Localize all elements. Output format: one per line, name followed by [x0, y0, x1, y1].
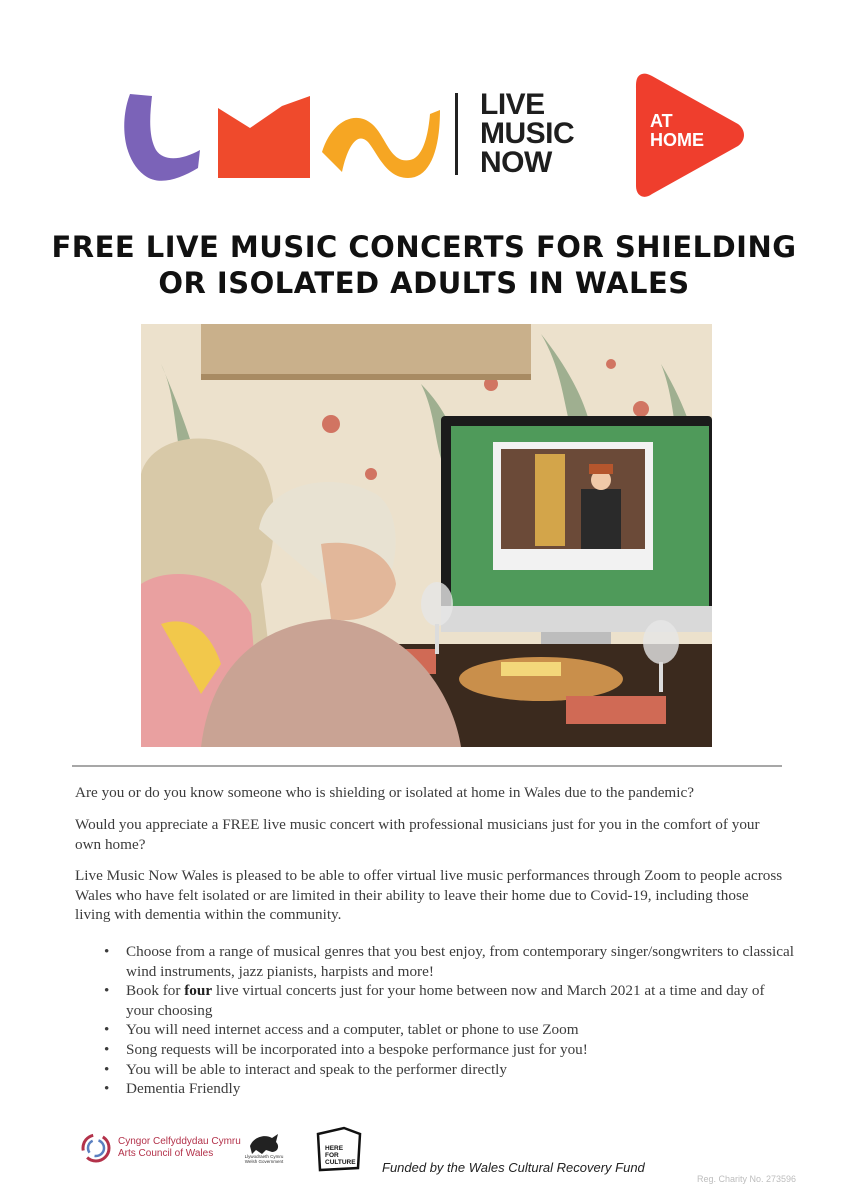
list-item [75, 1079, 795, 1099]
list-item-text: Song requests will be incorporated into a bespoke performance just for you! [126, 1040, 588, 1058]
list-item-text: You will need internet access and a computer, tablet or phone to use Zoom [126, 1021, 579, 1039]
offer-question: Would you appreciate a FREE live music concert with professional musicians just for you in the comfort of your own home? [75, 816, 760, 853]
bullet-icon: • [104, 943, 110, 960]
hfc-here: HERE [325, 1145, 344, 1152]
description-paragraph: Live Music Now Wales is pleased to be able to offer virtual live music performances through Zoom to people across Wales who have felt isolated or are limited in their ability to leave their home due to Covid-19, including those living with dementia within the community. [75, 867, 783, 923]
arts-council-english-name: Arts Council of Wales [118, 1148, 214, 1159]
arts-council-welsh-name: Cyngor Celfyddydau Cymru [118, 1136, 241, 1147]
list-item [75, 1060, 795, 1080]
feature-list [75, 942, 795, 1099]
lmn-shapes-icon [110, 80, 440, 190]
list-item-text: Dementia Friendly [126, 1080, 241, 1098]
logo-word-music: MUSIC [480, 117, 575, 150]
bullet-icon: • [104, 1021, 110, 1039]
bullet-icon: • [104, 1060, 110, 1078]
live-music-now-logo [0, 0, 848, 215]
bullet-icon: • [104, 1080, 110, 1098]
page-title-line-1: FREE LIVE MUSIC CONCERTS FOR SHIELDING [51, 230, 797, 264]
welsh-government-welsh: Llywodraeth Cymru [244, 1154, 284, 1159]
bullet-icon: • [104, 1040, 110, 1058]
section-divider [72, 765, 782, 767]
welsh-government-label [240, 1154, 288, 1164]
logo-divider [455, 93, 458, 175]
welsh-government-english: Welsh Government [244, 1159, 284, 1164]
charity-number: Reg. Charity No. 273596 [697, 1174, 797, 1184]
list-item-text-pre: Book for [126, 982, 185, 1000]
list-item [75, 1040, 795, 1060]
list-item-text: You will be able to interact and speak to the performer directly [126, 1060, 507, 1078]
list-item [75, 1020, 795, 1040]
logo-word-live: LIVE [480, 88, 545, 121]
hfc-for: FOR [325, 1152, 339, 1159]
page-title-line-2: OR ISOLATED ADULTS IN WALES [158, 266, 690, 300]
list-item-emphasis: four [184, 982, 213, 1000]
logo-word-now: NOW [480, 146, 552, 179]
list-item-text-post: live virtual concerts just for your home between now and March 2021 at a time and day of your choosing [126, 982, 765, 1019]
hfc-culture: CULTURE [325, 1159, 356, 1166]
bullet-icon: • [104, 982, 110, 1000]
arts-council-ring-icon [80, 1132, 112, 1164]
funding-statement: Funded by the Wales Cultural Recovery Fund [382, 1160, 645, 1175]
list-item-text: Choose from a range of musical genres that you best enjoy, from contemporary singer/songwriters to classical wind instruments, jazz pianists, harpists and more! [126, 943, 794, 980]
intro-question: Are you or do you know someone who is shielding or isolated at home in Wales due to the pandemic? [75, 784, 694, 801]
list-item [75, 981, 795, 1020]
hero-photo [141, 324, 712, 747]
badge-home: HOME [650, 130, 704, 150]
photo-illustration [141, 324, 712, 747]
list-item [75, 942, 795, 981]
badge-at: AT [650, 111, 673, 131]
